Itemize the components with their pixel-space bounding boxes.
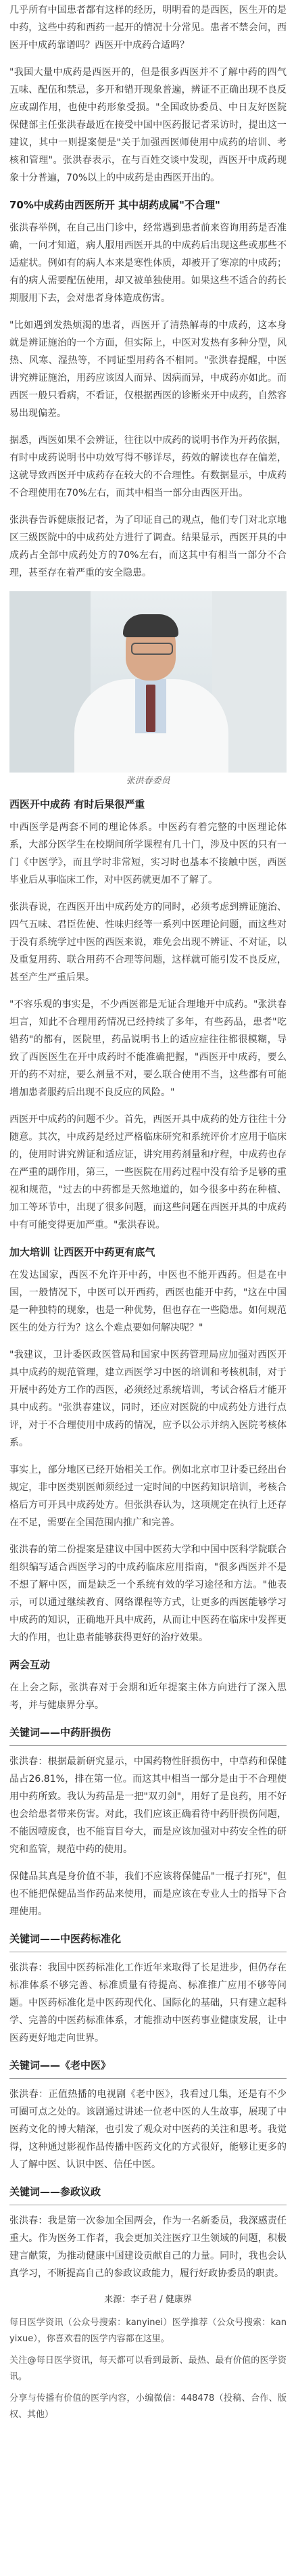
photo-caption: 张洪春委员 bbox=[126, 776, 170, 786]
keyword-title-political-participation: 关键词——参政议政 bbox=[9, 2186, 101, 2198]
section3-paragraph-3: 事实上，部分地区已经开始相关工作。例如北京市卫计委已经出台规定，非中医类别医师须经过一定时间的中医药知识培训，考核合格后方可开具中成药处方。但张洪春认为，这项规定在执行上还存在不足，需要在全国范围内推广和完善。 bbox=[9, 1465, 287, 1528]
section-title-interaction: 两会互动 bbox=[9, 1659, 51, 1671]
keyword1-paragraph-1: 张洪春：根据最新研究显示，中国药物性肝损伤中，中草药和保健品占26.81%，排在第一位。而这其中相当一部分是由于不合理使用中药所致。我认为药品是一把"双刃剑"，用好了是良药，用不好也会给患者带来伤害。对此，我们应该正确看待中药肝损伤问题，不能因噎废食，也不能盲目夸大，而是应该加强对中药安全性的研究和监管，规范中药的使用。 bbox=[9, 1756, 287, 1855]
footer-paragraph-1: 每日医学资讯（公众号搜索：kanyinei）医学推荐（公众号搜索：kanyixue），你喜欢看的医学内容都在这里。 bbox=[9, 2318, 287, 2344]
keyword2-paragraph-1: 张洪春：我国中医药标准化工作近年来取得了长足进步，但仍存在标准体系不够完善、标准质量有待提高、标准推广应用不够等问题。中医药标准化是中医药现代化、国际化的基础，只有建立起科学、完善的中医药标准体系，才能推动中医药事业健康发展，让中医药更好地走向世界。 bbox=[9, 1962, 287, 2044]
section-title-70-percent: 70%中成药由西医所开 其中胡药成属"不合理" bbox=[9, 199, 220, 211]
footer-paragraph-2: 关注@每日医学资讯，每天都可以看到最新、最热、最有价值的医学资讯。 bbox=[9, 2355, 287, 2382]
keyword3-paragraph-1: 张洪春：正值热播的电视剧《老中医》，我看过几集，还是有不少可圈可点之处的。该剧通过讲述一位老中医的人生故事，展现了中医药文化的博大精深，也引发了观众对中医药的关注和思考。我觉得，这种通过影视作品传播中医药文化的方式很好，能够让更多的人了解中医、认识中医、信任中医。 bbox=[9, 2089, 287, 2170]
section2-paragraph-2: 张洪春说，在西医开出中成药处方的同时，必须考虑到辨证施治、四气五味、君臣佐使、性味归经等一系列中医理论问题，而这些对于没有系统学过中医的西医来说，难免会出现不辨证、不对证，以及重复用药、联合用药不合理等问题，这样就可能引发不良反应，甚至产生严重后果。 bbox=[9, 902, 287, 983]
section1-paragraph-3: 据悉，西医如果不会辨证，往往以中成药的说明书作为开药依据，有时中成药说明书中功效写得不够详尽，药效的解读也存在偏差，这就导致西医开中成药存在较大的不合理性。有数据显示，中成药不合理使用在70%左右，而其中相当一部分由西医开出。 bbox=[9, 435, 287, 499]
section-title-training: 加大培训 让西医开中药更有底气 bbox=[9, 1246, 155, 1258]
section2-paragraph-3: "不容乐观的事实是，不少西医都是无证合理地开中成药。"张洪春坦言，知此不合理用药情况已经持续了多年，有些药品，患者"吃错药"的都有，医院里，药品说明书上的适应症往往都很模糊，导致了西医医生在开中成药时不能准确把握，"西医开中成药，要么开的药不对症，要么剂量不对，要么联合使用不当，这些都有可能增加患者服药后出现不良反应的风险。" bbox=[9, 999, 287, 1098]
investigation-paragraph: 张洪春告诉健康报记者，为了印证自己的观点，他们专门对北京地区三级医院中的中成药处方进行了调查。结果显示，西医开具的中成药占全部中成药处方的70%左右，而这其中有相当一部分不合理，甚至存在着严重的安全隐患。 bbox=[9, 515, 287, 578]
section3-paragraph-2: "我建议，卫计委医政医管局和国家中医药管理局应加强对西医开具中成药的规范管理，建立西医学习中医的培训和考核机制，对于开展中药处方工作的西医，必须经过系统培训，考试合格后才能开具中成药。"张洪春建议，同时，还应对医院的中成药处方进行点评，对于不合理使用中成药的情况，应予以公示并纳入医院考核体系。 bbox=[9, 1350, 287, 1448]
intro-quote-paragraph: "我国大量中成药是西医开的，但是很多西医并不了解中药的四气五味、配伍和禁忌，多开和错开现象普遍，辨证不正确出现不良反应或副作用，也使中药形象受损。"全国政协委员、中日友好医院保健部主任张洪春最近在接受中国中医药报记者采访时，提出这一建议，其中一则提案便是"关于加强西医师使用中成药的培训、考核和管理"。张洪春表示，在与百姓交谈中发现，西医开中成药现象十分普遍，70%以上的中成药是由西医开出的。 bbox=[9, 67, 287, 183]
keyword-title-tv-drama: 关键词——《老中医》 bbox=[9, 2059, 112, 2071]
portrait-figure bbox=[9, 591, 287, 789]
article-source: 来源：李子君 / 健康界 bbox=[104, 2295, 192, 2305]
portrait-photo bbox=[9, 591, 287, 773]
section4-paragraph-1: 在上会之际，张洪春对于会期和近年提案主体方向进行了深入思考，并与健康界分享。 bbox=[9, 1682, 287, 1711]
keyword4-paragraph-1: 张洪春：我是第一次参加全国两会，作为一名新委员，我深感责任重大。作为医务工作者，我会更加关注医疗卫生领域的问题，积极建言献策，为推动健康中国建设贡献自己的力量。同时，我也会认真学习，不断提高自己的参政议政能力，履行好政协委员的职责。 bbox=[9, 2215, 287, 2279]
section2-paragraph-1: 中西医学是两套不同的理论体系。中医药有着完整的中医理论体系，大部分医学生在校期间所学课程有几十门，涉及中医的只有一门《中医学》，而且学时非常短，实习时也基本不接触中医，西医毕业后从事临床工作，对中医药就更加不了解了。 bbox=[9, 822, 287, 886]
divider bbox=[9, 1745, 287, 1746]
section2-paragraph-4: 西医开中成药的问题不少。首先，西医开具中成药的处方往往十分随意。其次，中成药是经过严格临床研究和系统评价才应用于临床的，使用时讲究辨证和适应证，讲究用药剂量和疗程，中成药也存在严重的副作用，第三，一些医院在用药过程中没有给予足够的重视和规范，"过去的中药都是天然地道的，如今很多中药在种植、加工等环节中，出现了很多问题，而这些问题在西医开具的中成药中有可能变得更加严重。"张洪春说。 bbox=[9, 1114, 287, 1230]
section3-paragraph-4: 张洪春的第二份提案是建议中国中医药大学和中国中医科学院联合组织编写适合西医学习的中成药临床应用指南，"很多西医并不是不想了解中医，而是缺乏一个系统有效的学习途径和方法。"他表示，可以通过继续教育、网络课程等方式，让更多的西医能够学习中成药的知识，正确地开具中成药，从而让中医药在临床中发挥更大的作用，也让患者能够获得更好的治疗效果。 bbox=[9, 1544, 287, 1643]
footer-paragraph-3: 分享与传播有价值的医学内容，小编微信：448478（投稿、合作、版权、其他） bbox=[9, 2393, 287, 2420]
section1-paragraph-1: 张洪春举例，在自己出门诊中，经常遇到患者前来咨询用药是否准确，一问才知道，病人服用西医开具的中成药后出现这些或那些不适症状。例如有的病人本来是寒性体质，却被开了寒凉的中成药；有的病人需要配伍使用，却又被单独使用。如果这些不适合的药长期服用下去，会对患者身体造成伤害。 bbox=[9, 223, 287, 304]
intro-paragraph: 几乎所有中国患者都有这样的经历，明明看的是西医，医生开的是中药，这些中药和西药一起开的情况十分常见。患者不禁会问，西医开中成药靠谱吗？西医开中成药合适吗？ bbox=[9, 5, 287, 51]
divider bbox=[9, 2078, 287, 2079]
keyword-title-standardization: 关键词——中医药标准化 bbox=[9, 1933, 122, 1945]
keyword1-paragraph-2: 保健品其真是身价值不菲，我们不应该将保健品"一棍子打死"，但也不能把保健品当作药品来使用，而是应该在专业人士的指导下合理使用。 bbox=[9, 1871, 287, 1917]
section3-paragraph-1: 在发达国家，西医不允许开中药，中医也不能开西药。但是在中国，一般情况下，中医可以开西药，西医也能开中药，"这在中国是一种独特的现象，也是一种优势，但也存在一些隐患。如何规范医生的处方行为？这么个难点要如何解决呢？" bbox=[9, 1270, 287, 1333]
keyword-title-liver-injury: 关键词——中药肝损伤 bbox=[9, 1726, 112, 1739]
section-title-serious-consequences: 西医开中成药 有时后果很严重 bbox=[9, 798, 145, 810]
section1-paragraph-2: "比如遇到发热烦渴的患者，西医开了清热解毒的中成药，这本身就是辨证施治的一个方面，但实际上，中医对发热有多种分型，风热、风寒、湿热等，不同证型用药各不相同。"张洪春提醒，中医讲究辨证施治，用药应该因人而异、因病而异，中成药亦如此。而西医一般只看病，不看证，仅根据西医的诊断来开中成药，自然容易出现偏差。 bbox=[9, 320, 287, 419]
